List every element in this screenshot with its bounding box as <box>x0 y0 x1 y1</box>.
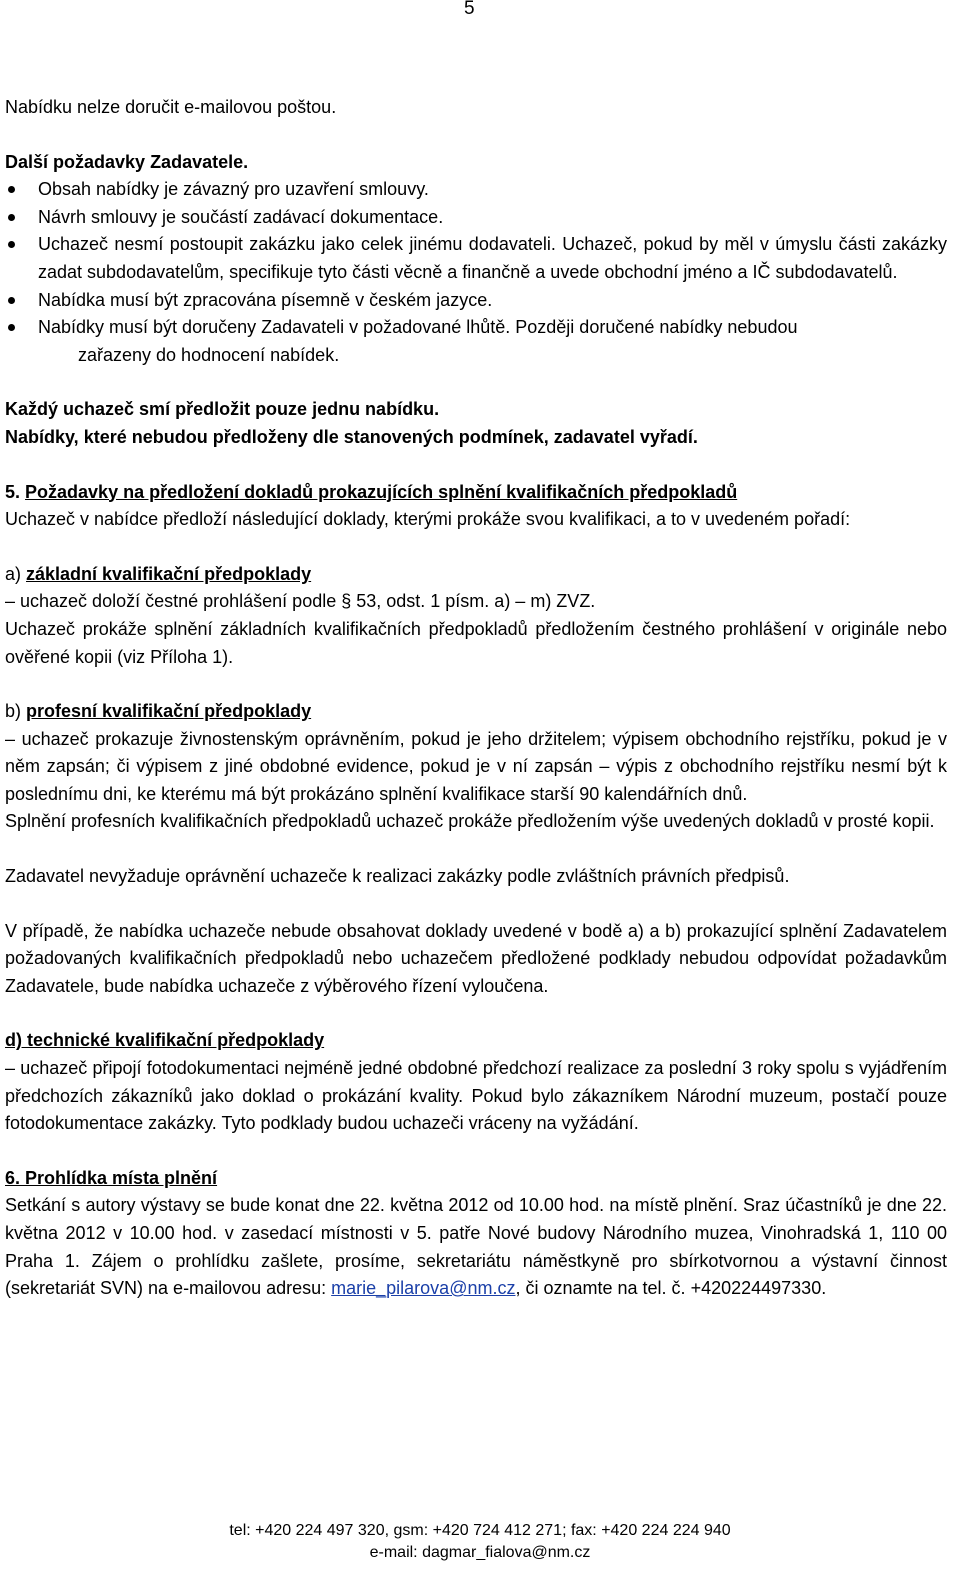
subsection-b-heading: b) profesní kvalifikační předpoklady <box>5 701 312 722</box>
page-number: 5 <box>464 0 475 19</box>
bullet-icon <box>8 186 15 193</box>
footer-contact-line: tel: +420 224 497 320, gsm: +420 724 412 271; fax: +420 224 224 940 <box>229 1522 731 1539</box>
subsection-a-heading: a) základní kvalifikační předpoklady <box>5 563 312 584</box>
paragraph-no-email: Nabídku nelze doručit e-mailovou poštou. <box>5 97 337 117</box>
page-footer <box>0 1520 960 1564</box>
list-item: Obsah nabídky je závazný pro uzavření smlouvy. <box>5 176 947 204</box>
subsection-a-line1: – uchazeč doloží čestné prohlášení podle § 53, odst. 1 písm. a) – m) ZVZ. <box>5 591 596 612</box>
subsection-a-line2: Uchazeč prokáže splnění základních kvalifikačních předpokladů předložením čestného prohlášení v originále nebo ověřené kopii (viz Příloha 1). <box>5 618 947 667</box>
section-5-intro: Uchazeč v nabídce předloží následující doklady, kterými prokáže svou kvalifikaci, a to v uvedeném pořadí: <box>5 509 851 530</box>
list-item: Nabídky musí být doručeny Zadavateli v požadované lhůtě. Později doručené nabídky nebudou <box>5 314 947 342</box>
one-offer-notice: Každý uchazeč smí předložit pouze jednu nabídku. <box>5 399 440 420</box>
list-item: Nabídka musí být zpracována písemně v českém jazyce. <box>5 287 947 315</box>
further-requirements-heading: Další požadavky Zadavatele. <box>5 151 249 172</box>
bullet-icon <box>8 241 15 248</box>
list-item: Návrh smlouvy je součástí zadávací dokumentace. <box>5 204 947 232</box>
subsection-d-heading: d) technické kvalifikační předpoklady <box>5 1030 325 1051</box>
bullet-icon <box>8 297 15 304</box>
subsection-b-line2: Splnění profesních kvalifikačních předpokladů uchazeč prokáže předložením výše uvedených dokladů v prosté kopii. <box>5 811 935 832</box>
subsection-b-line1: – uchazeč prokazuje živnostenským oprávněním, pokud je jeho držitelem; výpisem obchodního rejstříku, pokud je v něm zapsán; či výpisem z jiné obdobné evidence, pokud je v ní zapsán – výpis z obchodního rejstříku nesmí být k poslednímu dni, ke kterému má být prokázáno splnění kvalifikace starší 90 kalendářních dnů. <box>5 728 947 804</box>
requirements-list <box>5 176 947 342</box>
exclusion-notice: Nabídky, které nebudou předloženy dle stanovených podmínek, zadavatel vyřadí. <box>5 426 698 447</box>
section-6-heading: 6. Prohlídka místa plnění <box>5 1167 218 1188</box>
footer-email-line: e-mail: dagmar_fialova@nm.cz <box>369 1544 591 1561</box>
authorization-paragraph: Zadavatel nevyžaduje oprávnění uchazeče k realizaci zakázky podle zvláštních právních předpisů. <box>5 866 790 887</box>
bullet-icon <box>8 324 15 331</box>
bullet-icon <box>8 214 15 221</box>
list-item: Uchazeč nesmí postoupit zakázku jako celek jinému dodavateli. Uchazeč, pokud by měl v úmyslu části zakázky zadat subdodavatelům, specifikuje tyto části věcně a finančně a uvede obchodní jméno a IČ subdodavatelů. <box>5 231 947 286</box>
exclusion-paragraph: V případě, že nabídka uchazeče nebude obsahovat doklady uvedené v bodě a) a b) prokazující splnění Zadavatelem požadovaných kvalifikačních předpokladů nebo uchazečem předložené podklady nebudou odpovídat požadavkům Zadavatele, bude nabídka uchazeče z výběrového řízení vyloučena. <box>5 920 947 996</box>
document-page <box>5 0 947 1303</box>
email-link[interactable]: marie_pilarova@nm.cz <box>331 1278 516 1299</box>
list-item-continuation: zařazeny do hodnocení nabídek. <box>78 344 340 365</box>
subsection-d-text: – uchazeč připojí fotodokumentaci nejméně jedné obdobné předchozí realizace za poslední 3 roky spolu s vyjádřením předchozích zákazníků jako doklad o prokázání kvality. Pokud bylo zákazníkem Národní muzeum, postačí pouze fotodokumentace zakázky. Tyto podklady budou uchazeči vráceny na vyžádání. <box>5 1058 947 1134</box>
section-6-text: Setkání s autory výstavy se bude konat dne 22. května 2012 od 10.00 hod. na místě plnění. Sraz účastníků je dne 22. května 2012 v 10.00 hod. v zasedací místnosti v 5. patře Nové budovy Národního muzea, Vinohradská 1, 110 00 Praha 1. Zájem o prohlídku zašlete, prosíme, sekretariátu náměstkyně pro sbírkotvornou a výstavní činnost (sekretariát SVN) na e-mailovou adresu: marie_pilarova@nm.cz, či oznamte na tel. č. +420224497330. <box>5 1195 947 1299</box>
section-5-heading: 5. Požadavky na předložení dokladů prokazujících splnění kvalifikačních předpokladů <box>5 481 738 502</box>
